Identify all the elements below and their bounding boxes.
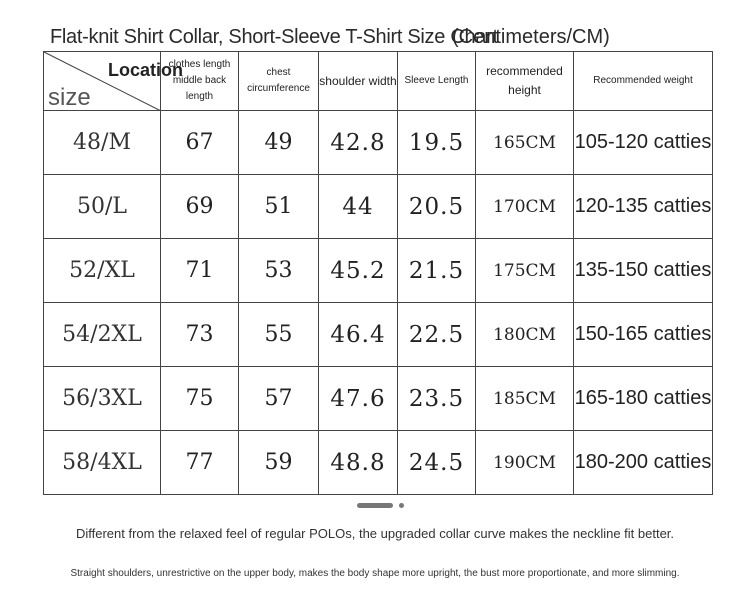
note-collar: Different from the relaxed feel of regular POLOs, the upgraded collar curve makes the neckline fit better. — [75, 526, 675, 541]
chest-cell: 59 — [239, 431, 319, 495]
length-cell: 75 — [161, 367, 239, 431]
weight-cell: 180-200 catties — [574, 431, 713, 495]
table-row — [44, 175, 713, 239]
size-cell: 54/2XL — [44, 303, 161, 367]
sleeve-cell: 22.5 — [398, 303, 476, 367]
length-cell: 71 — [161, 239, 239, 303]
sleeve-cell: 19.5 — [398, 111, 476, 175]
table-row — [44, 111, 713, 175]
note-shoulders: Straight shoulders, unrestrictive on the upper body, makes the body shape more upright, the bust more proportionate, and more slimming. — [70, 568, 680, 579]
sleeve-cell: 24.5 — [398, 431, 476, 495]
length-cell: 69 — [161, 175, 239, 239]
carousel-active-bar — [357, 503, 393, 508]
size-cell: 56/3XL — [44, 367, 161, 431]
sleeve-cell: 20.5 — [398, 175, 476, 239]
size-label: size — [48, 84, 91, 111]
shoulder-cell: 48.8 — [319, 431, 398, 495]
header-clothes-length: clothes length middle back length — [161, 52, 239, 111]
length-cell: 73 — [161, 303, 239, 367]
header-height: recommended height — [476, 52, 574, 111]
carousel-dot — [399, 503, 404, 508]
location-label: Location — [108, 60, 183, 80]
sleeve-cell: 23.5 — [398, 367, 476, 431]
length-cell: 77 — [161, 431, 239, 495]
table-row — [44, 303, 713, 367]
corner-header-cell — [44, 52, 183, 111]
size-rows — [44, 111, 713, 495]
chest-cell: 57 — [239, 367, 319, 431]
table-row — [44, 239, 713, 303]
shoulder-cell: 44 — [319, 175, 398, 239]
size-cell: 58/4XL — [44, 431, 161, 495]
height-cell: 175CM — [476, 239, 574, 303]
height-cell: 190CM — [476, 431, 574, 495]
chart-unit: (Centimeters/CM) — [452, 26, 610, 48]
length-cell: 67 — [161, 111, 239, 175]
chest-cell: 51 — [239, 175, 319, 239]
size-cell: 48/M — [44, 111, 161, 175]
weight-cell: 150-165 catties — [574, 303, 713, 367]
weight-cell: 105-120 catties — [574, 111, 713, 175]
header-shoulder: shoulder width — [319, 52, 398, 111]
weight-cell: 120-135 catties — [574, 175, 713, 239]
size-chart-table — [43, 51, 713, 495]
shoulder-cell: 45.2 — [319, 239, 398, 303]
shoulder-cell: 47.6 — [319, 367, 398, 431]
table-row — [44, 367, 713, 431]
weight-cell: 165-180 catties — [574, 367, 713, 431]
table-row — [44, 431, 713, 495]
height-cell: 170CM — [476, 175, 574, 239]
size-cell: 50/L — [44, 175, 161, 239]
weight-cell: 135-150 catties — [574, 239, 713, 303]
height-cell: 180CM — [476, 303, 574, 367]
chart-title: Flat-knit Shirt Collar, Short-Sleeve T-Shirt Size Chart — [50, 26, 498, 48]
chest-cell: 55 — [239, 303, 319, 367]
size-cell: 52/XL — [44, 239, 161, 303]
height-cell: 165CM — [476, 111, 574, 175]
height-cell: 185CM — [476, 367, 574, 431]
shoulder-cell: 46.4 — [319, 303, 398, 367]
carousel-indicator — [357, 503, 405, 509]
chest-cell: 49 — [239, 111, 319, 175]
header-weight: Recommended weight — [574, 52, 713, 111]
sleeve-cell: 21.5 — [398, 239, 476, 303]
shoulder-cell: 42.8 — [319, 111, 398, 175]
header-chest: chest circumference — [239, 52, 319, 111]
header-sleeve: Sleeve Length — [398, 52, 476, 111]
header-row — [44, 52, 713, 111]
chest-cell: 53 — [239, 239, 319, 303]
